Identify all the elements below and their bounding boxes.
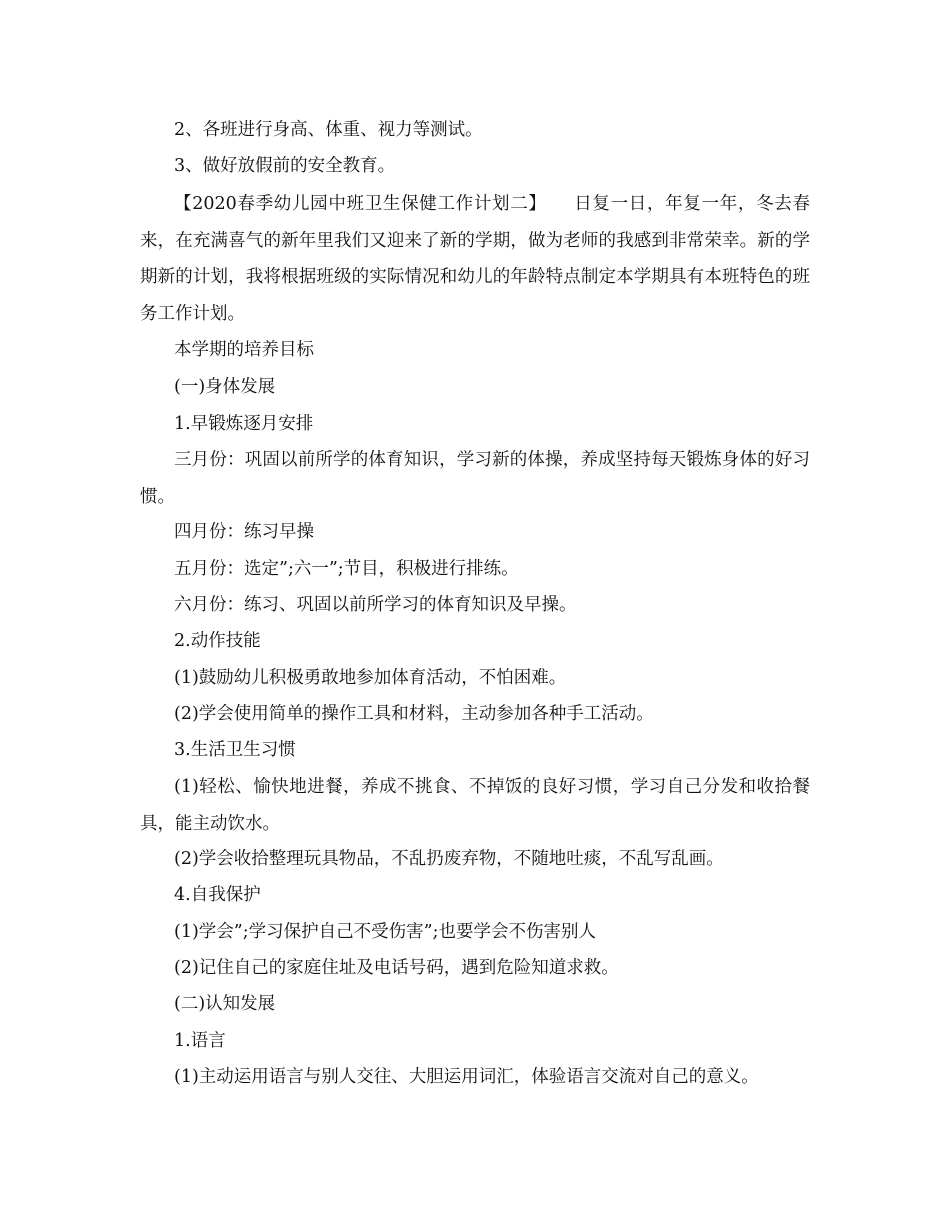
paragraph: (1)鼓励幼儿积极勇敢地参加体育活动，不怕困难。 (174, 668, 567, 688)
paragraph: 四月份：练习早操 (174, 522, 314, 542)
section-heading: (二)认知发展 (174, 994, 276, 1014)
section-heading: (一)身体发展 (174, 377, 276, 397)
paragraph: (2)学会收拾整理玩具物品，不乱扔废弃物，不随地吐痰，不乱写乱画。 (174, 849, 724, 869)
paragraph: 三月份：巩固以前所学的体育知识，学习新的体操，养成坚持每天锻炼身体的好习惯。 (140, 450, 810, 507)
paragraph: 五月份：选定”;六一”;节目，积极进行排练。 (174, 559, 519, 579)
subsection-heading: 1.语言 (174, 1031, 226, 1051)
paragraph: (2)学会使用简单的操作工具和材料，主动参加各种手工活动。 (174, 704, 654, 724)
paragraph: (2)记住自己的家庭住址及电话号码，遇到危险知道求救。 (174, 958, 619, 978)
subsection-heading: 3.生活卫生习惯 (174, 740, 296, 760)
paragraph: (1)主动运用语言与别人交往、大胆运用词汇，体验语言交流对自己的意义。 (174, 1067, 759, 1087)
paragraph: 2、各班进行身高、体重、视力等测试。 (174, 120, 483, 140)
subsection-heading: 1.早锻炼逐月安排 (174, 414, 314, 434)
paragraph: 【2020春季幼儿园中班卫生保健工作计划二】 日复一日，年复一年，冬去春来，在充满喜气的新年里我们又迎来了新的学期，做为老师的我感到非常荣幸。新的学期新的计划，我将根据班级的实际情况和幼儿的年龄特点制定本学期具有本班特色的班务工作计划。 (140, 194, 810, 324)
paragraph: (1)学会”;学习保护自己不受伤害”;也要学会不伤害别人 (174, 922, 596, 942)
subsection-heading: 2.动作技能 (174, 631, 261, 651)
subsection-heading: 4.自我保护 (174, 885, 261, 905)
paragraph: 3、做好放假前的安全教育。 (174, 156, 396, 176)
paragraph: (1)轻松、愉快地进餐，养成不挑食、不掉饭的良好习惯，学习自己分发和收拾餐具，能主动饮水。 (140, 777, 810, 834)
section-heading: 本学期的培养目标 (174, 340, 314, 360)
paragraph: 六月份：练习、巩固以前所学习的体育知识及早操。 (174, 595, 577, 615)
